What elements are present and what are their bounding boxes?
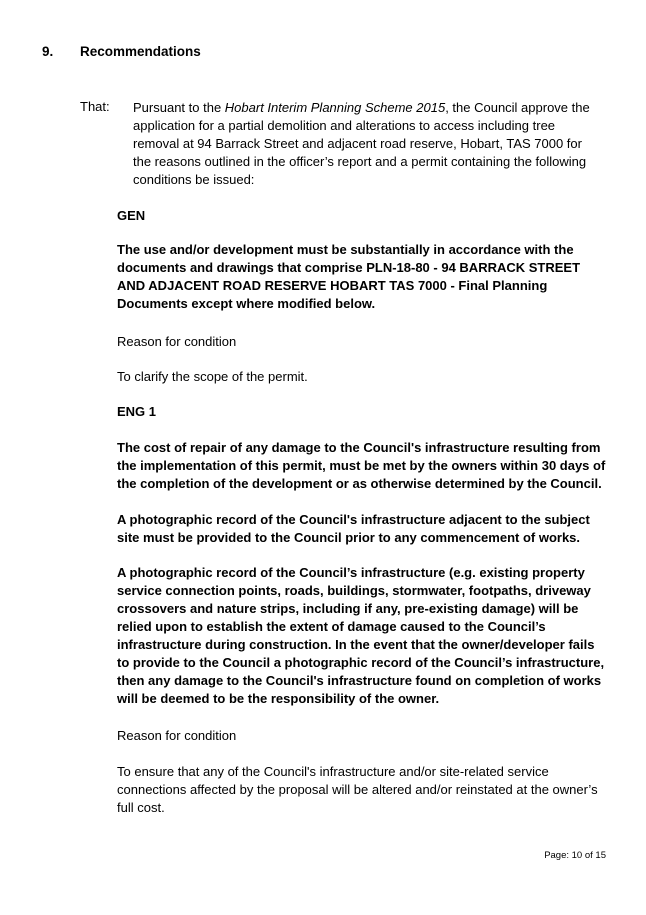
eng-paragraph-2: A photographic record of the Council's infrastructure adjacent to the subject site must be provided to the Council prior to any commencement of works. — [117, 512, 590, 545]
intro-paragraph — [133, 99, 593, 189]
section-title: Recommendations — [80, 44, 201, 59]
reason-label-1: Reason for condition — [117, 334, 237, 349]
section-number: 9. — [42, 44, 54, 59]
gen-title: GEN — [117, 208, 146, 223]
gen-text: The use and/or development must be substantially in accordance with the documents and drawings that comprise PLN-18-80 - 94 BARRACK STREET AND ADJACENT ROAD RESERVE HOBART TAS 7000 - Final Planning Documents except where modified below. — [117, 242, 581, 311]
eng-paragraph-1: The cost of repair of any damage to the Council's infrastructure resulting from the implementation of this permit, must be met by the owners within 30 days of the completion of the development or as otherwise determined by the Council. — [117, 440, 606, 491]
eng-paragraph-3: A photographic record of the Council’s infrastructure (e.g. existing property service connection points, roads, buildings, stormwater, footpaths, driveway crossovers and nature strips, including if any, pre-existing damage) will be relied upon to establish the extent of damage caused to the Council’s infrastructure during construction. In the event that the owner/developer fails to provide to the Council a photographic record of the Council’s infrastructure, then any damage to the Council's infrastructure found on completion of works will be deemed to be the responsibility of the owner. — [117, 565, 605, 706]
intro-post: , the Council approve the application for a partial demolition and alterations to access including tree removal at 94 Barrack Street and adjacent road reserve, Hobart, TAS 7000 for the reasons outlined in the officer’s report and a permit containing the following conditions be issued: — [133, 100, 590, 187]
eng-title: ENG 1 — [117, 404, 157, 419]
that-label: That: — [80, 99, 110, 114]
reason-text-2: To ensure that any of the Council's infrastructure and/or site-related service connections affected by the proposal will be altered and/or reinstated at the owner’s full cost. — [117, 764, 598, 815]
intro-pre: Pursuant to the — [133, 100, 225, 115]
reason-text-1: To clarify the scope of the permit. — [117, 369, 308, 384]
page-number: Page: 10 of 15 — [544, 850, 606, 861]
reason-label-2: Reason for condition — [117, 728, 237, 743]
scheme-name: Hobart Interim Planning Scheme 2015 — [224, 100, 446, 115]
